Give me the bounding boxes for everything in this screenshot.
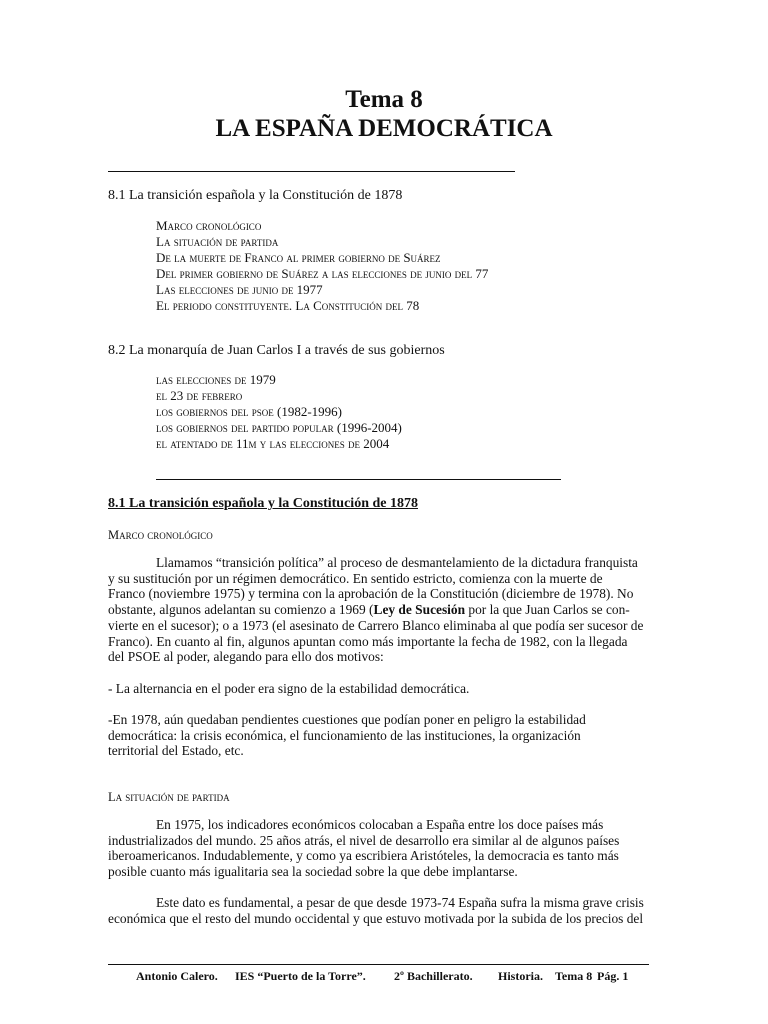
paragraph-2 — [108, 681, 660, 697]
text-run: por la que Juan Carlos se con- — [465, 602, 630, 618]
toc-item: Las elecciones de junio de 1977 — [156, 282, 323, 297]
footer-rule — [108, 964, 649, 965]
text-line: Franco (noviembre 1975) y termina con la aprobación de la Constitución (diciembre de 1978). No — [108, 586, 634, 602]
bold-term: Ley de Sucesión — [373, 602, 466, 618]
toc-item: De la muerte de Franco al primer gobierno de Suárez — [156, 250, 441, 265]
title-rule — [108, 171, 515, 172]
doc-title-line1: Tema 8 — [345, 86, 423, 113]
toc-item: el 23 de febrero — [156, 388, 243, 403]
text-line: -En 1978, aún quedaban pendientes cuestiones que podían poner en peligro la estabilidad — [108, 712, 586, 727]
toc-item: los gobiernos del psoe (1982-1996) — [156, 404, 342, 419]
toc-item: los gobiernos del partido popular (1996-2004) — [156, 420, 402, 435]
footer-author: Antonio Calero. — [136, 969, 218, 983]
text-line: democrática: la crisis económica, el funcionamiento de las instituciones, la organización — [108, 727, 581, 743]
subheading-marco: Marco cronológico — [108, 528, 213, 542]
text-line — [108, 602, 660, 618]
text-line: Este dato es fundamental, a pesar de que desde 1973-74 España sufra la misma grave crisis — [156, 895, 644, 910]
toc-item: El periodo constituyente. La Constitución del 78 — [156, 298, 420, 313]
toc-section1-heading: 8.1 La transición española y la Constitución de 1878 — [108, 188, 403, 203]
body-section-heading: 8.1 La transición española y la Constitución de 1878 — [108, 496, 418, 511]
toc-item: el atentado de 11m y las elecciones de 2004 — [156, 436, 390, 451]
text-line: económica que el resto del mundo occidental y que estuvo motivada por la subida de los precios del — [108, 910, 644, 926]
toc-item: Marco cronológico — [156, 218, 262, 233]
text-line: posible cuanto más igualitaria sea la sociedad sobre la que debe implantarse. — [108, 864, 518, 880]
text-line: Franco). En cuanto al fin, algunos apuntan como más importante la fecha de 1982, con la llegada — [108, 633, 628, 649]
footer-topic: Tema 8 — [555, 969, 593, 983]
toc-item: Del primer gobierno de Suárez a las elecciones de junio del 77 — [156, 266, 489, 281]
toc-section2-heading: 8.2 La monarquía de Juan Carlos I a través de sus gobiernos — [108, 343, 445, 358]
toc-item: las elecciones de 1979 — [156, 372, 276, 387]
text-line: industrializados del mundo. 25 años atrás, el nivel de desarrollo era similar al de algunos países — [108, 832, 620, 848]
text-line: y su sustitución por un régimen democrático. En sentido estricto, comienza con la muerte de — [108, 570, 603, 586]
paragraph-3 — [108, 712, 660, 759]
footer-school: IES “Puerto de la Torre”. — [235, 969, 366, 983]
footer-subject: Historia. — [498, 969, 543, 983]
text-line: - La alternancia en el poder era signo de la estabilidad democrática. — [108, 681, 470, 696]
toc-section1-list — [156, 218, 488, 314]
text-run: obstante, algunos adelantan su comienzo a 1969 ( — [108, 602, 374, 618]
text-line: iberoamericanos. Indudablemente, y como ya escribiera Aristóteles, la democracia es tanto más — [108, 848, 619, 864]
footer-course: 2º Bachillerato. — [394, 969, 473, 983]
subheading-situacion: La situación de partida — [108, 790, 230, 804]
doc-title-line2: LA ESPAÑA DEMOCRÁTICA — [215, 115, 553, 142]
text-line: Llamamos “transición política” al proceso de desmantelamiento de la dictadura franquista — [156, 555, 638, 570]
text-line: En 1975, los indicadores económicos colocaban a España entre los doce países más — [156, 817, 604, 832]
page-footer — [108, 969, 658, 985]
toc-section2-list — [156, 372, 402, 452]
toc-item: La situación de partida — [156, 234, 279, 249]
paragraph-5 — [108, 895, 660, 926]
toc-rule — [156, 479, 561, 480]
text-line: vierte en el sucesor); o a 1973 (el asesinato de Carrero Blanco eliminaba al que podía ser sucesor de — [108, 617, 644, 633]
page-number: Pág. 1 — [597, 969, 629, 983]
text-line: territorial del Estado, etc. — [108, 743, 244, 759]
text-line: del PSOE al poder, alegando para ello dos motivos: — [108, 649, 384, 665]
paragraph-1 — [108, 555, 660, 665]
paragraph-4 — [108, 817, 660, 880]
